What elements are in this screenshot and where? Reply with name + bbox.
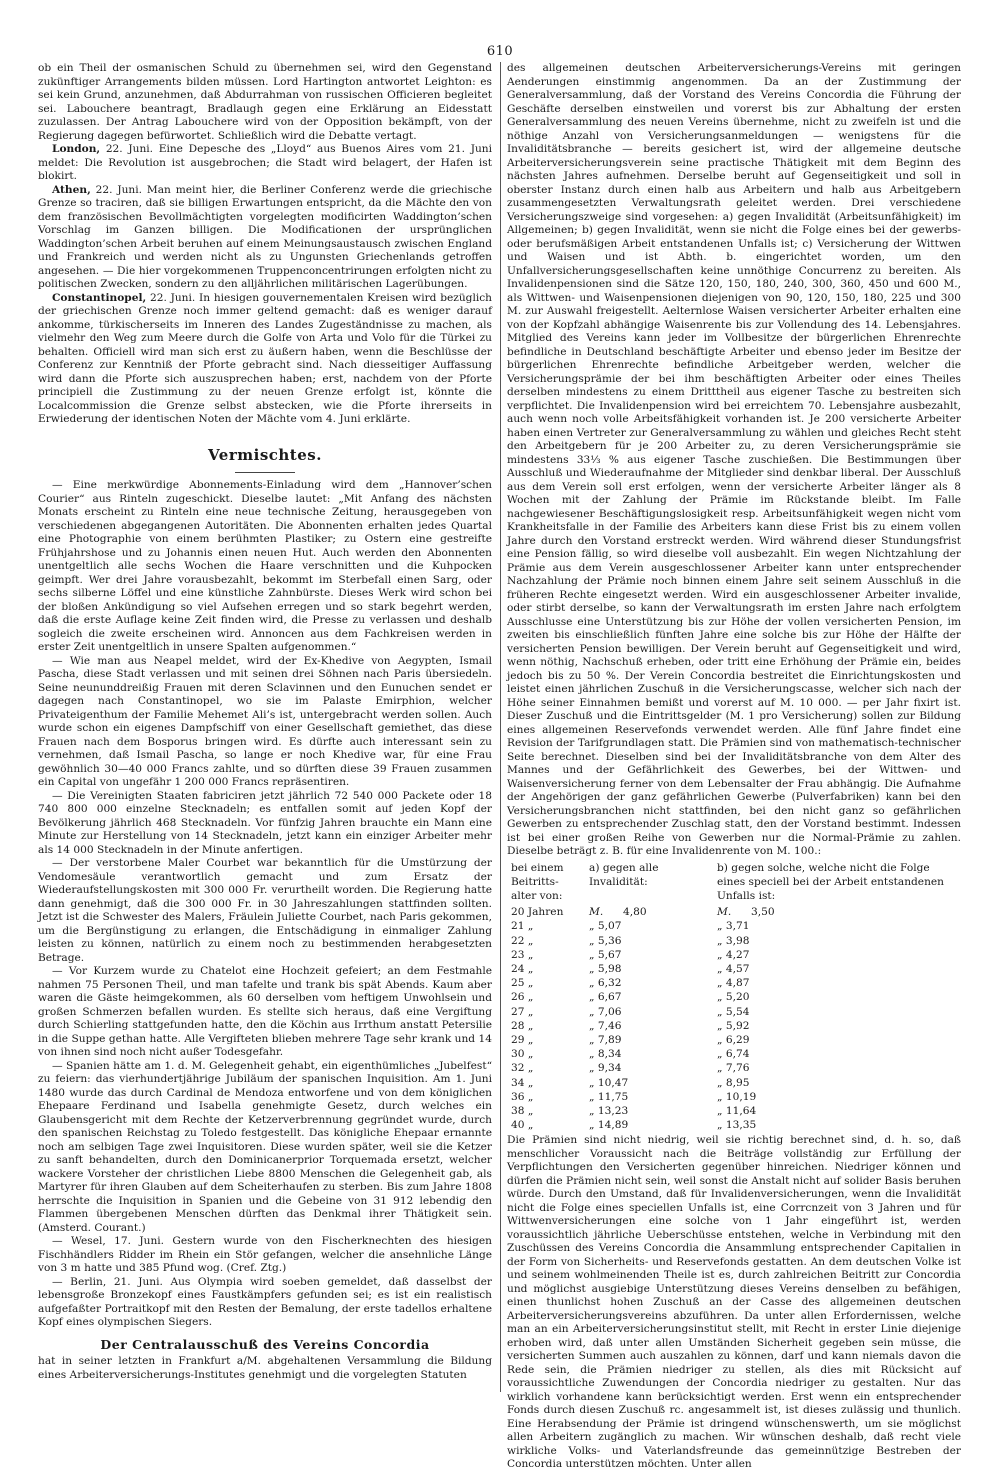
premium-table: [507, 861, 961, 1133]
concordia-continuation: des allgemeinen deutschen Arbeiterversicherungs-Vereins mit geringen Aenderungen einstimmig angenommen. Da an der Zustimmung der Generalversammlung, daß der Vorstand des Vereins Concordia die Führung der Geschäfte derselben einstweilen und vorerst bis zur Abhaltung der ersten Generalversammlung des neuen Vereins übernehme, nicht zu zweifeln ist und die nöthige Anzahl von Versicherungsanmeldungen — wenigstens für die Invaliditätsbranche — bereits gesichert ist, wird der allgemeine deutsche Arbeiterversicherungsverein seine practische Thätigkeit mit dem Beginn des nächsten Jahres aufnehmen. Derselbe beruht auf Gegenseitigkeit und soll in oberster Instanz durch einen halb aus Arbeitern und halb aus Arbeitgebern zusammengesetzten Verwaltungsrath geleitet werden. Drei verschiedene Versicherungszweige sind vorgesehen: a) gegen Invalidität (Arbeitsunfähigkeit) im Allgemeinen; b) gegen Invalidität, wenn sie nicht die Folge eines bei der gewerbs- oder berufsmäßigen Arbeit entstandenen Unfalls ist; c) Versicherung der Wittwen und Waisen und ist Abth. b. eingerichtet worden, um den Unfallversicherungsgesellschaften keine unnöthige Concurrenz zu bereiten. Als Invalidenpensionen sind die Sätze 120, 150, 180, 240, 300, 360, 450 und 600 M., als Wittwen- und Waisenpensionen diejenigen von 90, 120, 150, 180, 225 und 300 M. zur Auswahl freigestellt. Aelternlose Waisen versicherter Arbeiter erhalten eine von der Kopfzahl abhängige Waisenrente bis zur Vollendung des 14. Lebensjahres. Mitglied des Vereins kann jeder im Vollbesitze der bürgerlichen Ehrenrechte befindliche in Deutschland beschäftigte Arbeiter und ebenso jeder im Besitze der bürgerlichen Ehrenrechte befindliche Arbeitgeber werden, welcher die Versicherungsprämie der bei ihm beschäftigten Arbeiter oder eines Theiles derselben mindestens zu einem Dritttheil aus eigener Tasche zu bestreiten sich verpflichtet. Die Invalidenpension wird bei erreichtem 70. Lebensjahre ausbezahlt, auch wenn noch volle Arbeitsfähigkeit vorhanden ist. Je 200 versicherte Arbeiter haben einen Vertreter zur Generalversammlung zu wählen und gleiches Recht steht den Arbeitgebern für je 200 Arbeiter zu, zu deren Versicherungsprämie sie mindestens 33⅓ % aus eigener Tasche zuschießen. Die Bestimmungen über Ausschluß und Wiederaufnahme der Mitglieder sind denkbar liberal. Der Ausschluß aus dem Verein soll erst erfolgen, wenn der versicherte Arbeiter länger als 8 Wochen mit der Zahlung der Prämie im Rückstande bleibt. Im Falle nachgewiesener Beschäftigungslosigkeit resp. Arbeitsunfähigkeit wegen nicht vom Krankheitsfalle in der Familie des Arbeiters kann diese Frist bis zu einem vollen Jahre durch den Vorstand erstreckt werden. Wird während dieser Stundungsfrist eine Pension fällig, so wird dieselbe voll ausbezahlt. Ein wegen Nichtzahlung der Prämie aus dem Verein ausgeschlossener Arbeiter kann unter entsprechender Nachzahlung der Prämie noch binnen einem Jahre seit seinem Ausschluß in die früheren Rechte eingesetzt werden. Wird ein ausgeschlossener Arbeiter invalide, oder stirbt derselbe, so kann der Verwaltungsrath im ersten Jahre nach erfolgtem Ausschlusse eine Unterstützung bis zur Höhe der vollen versicherten Pension, im zweiten bis einschließlich fünften Jahre eine solche bis zur Höhe der Hälfte der versicherten Pension bewilligen. Der Verein beruht auf Gegenseitigkeit und wird, wenn nöthig, Nachschuß erheben, oder tritt eine Erhöhung der Prämie ein, beides jedoch bis zu 50 %. Der Verein Concordia bestreitet die Einrichtungskosten und leistet einen jährlichen Zuschuß in die Versicherungscasse, welcher sich nach der Höhe seiner Einnahmen bemißt und vorerst auf M. 10 000. — per Jahr fixirt ist. Dieser Zuschuß und die Eintrittsgelder (M. 1 pro Versicherung) sollen zur Bildung eines allgemeinen Reservefonds verwendet werden. Alle fünf Jahre findet eine Revision der Tarifgrundlagen statt. Die Prämien sind von mathematisch-technischer Seite berechnet. Dieselben sind bei der Invaliditätsbranche von dem Alter des Mannes und der Gefährlichkeit des Gewerbes, bei der Wittwen- und Waisenversicherung ferner von dem Lebensalter der Frau abhängig. Die Aufnahme der Angehörigen der ganz gefährlichen Gewerbe (Pulverfabriken) kann bei den Versicherungsbranchen nicht stattfinden, bei den nicht ganz so gefährlichen Gewerben zu entsprechender Zuschlag statt, den der Vorstand bestimmt. Indessen ist bei einer großen Reihe von Gewerben nur die Normal-Prämie zu zahlen. Dieselbe beträgt z. B. für eine Invalidenrente von M. 100.:: [507, 62, 961, 857]
cell-age: [507, 1019, 585, 1033]
cell-b-value: „ 7,76: [717, 1062, 750, 1075]
cell-b-value: „ 13,35: [717, 1119, 757, 1132]
table-row: [507, 990, 961, 1004]
cell-a: [585, 948, 713, 962]
cell-b: [713, 1118, 961, 1132]
cell-a-value: „ 5,98: [589, 962, 622, 975]
cell-b-value: „ 6,29: [717, 1033, 750, 1046]
cell-a-value: „ 5,36: [589, 934, 622, 947]
cell-a-value: „ 8,34: [589, 1048, 622, 1061]
table-row: [507, 1005, 961, 1019]
cell-age: [507, 1118, 585, 1132]
cell-a-value: „ 5,07: [589, 920, 622, 933]
table-row: [507, 1118, 961, 1132]
misc-item: — Berlin, 21. Juni. Aus Olympia wird soeben gemeldet, daß dasselbst der lebensgroße Bronzekopf eines Faustkämpfers gefunden sei; es ist ein realistisch aufgefaßter Portraitkopf mit den Resten der Bemalung, der erste tadellos erhaltene Kopf eines olympischen Siegers.: [38, 1275, 492, 1328]
dateline-place: Constantinopel,: [52, 291, 147, 304]
cell-a-value: „ 7,89: [589, 1033, 622, 1046]
misc-item: — Der verstorbene Maler Courbet war bekanntlich für die Umstürzung der Vendomesäule verantwortlich gemacht und zum Ersatz der Wiederaufstellungskosten mit 300 000 Fr. verurtheilt worden. Die Regierung hatte dann genehmigt, daß die 300 000 Fr. in 30 Jahreszahlungen stattfinden sollten. Jetzt ist die Schwester des Malers, Fräulein Juliette Courbet, nach Paris gekommen, um die Bergünstigung zu erlangen, die Entschädigung in einmaliger Zahlung leisten zu können, natürlich zu einem noch zu bestimmenden herabgesetzten Betrage.: [38, 857, 492, 964]
cell-age: [507, 1047, 585, 1061]
header-age: bei einem Beitritts-alter von:: [511, 861, 564, 902]
cell-age-value: 32 „: [511, 1062, 534, 1075]
cell-a-value: „ 7,06: [589, 1005, 622, 1018]
cell-age: [507, 905, 585, 919]
cell-b: [713, 976, 961, 990]
cell-age-value: 23 „: [511, 948, 534, 961]
cell-b: [713, 1019, 961, 1033]
cell-a-value: „ 9,34: [589, 1062, 622, 1075]
misc-item: — Wesel, 17. Juni. Gestern wurde von den Fischerknechten des hiesigen Fischhändlers Ridder im Rhein ein Stör gefangen, welcher die ansehnliche Länge von 3 m hatte und 385 Pfund wog. (Cref. Ztg.): [38, 1235, 492, 1274]
cell-b-value: „ 5,20: [717, 991, 750, 1004]
currency-symbol: M.: [717, 906, 732, 919]
cell-a-value: 4,80: [623, 906, 647, 919]
table-row: [507, 905, 961, 919]
cell-a: [585, 962, 713, 976]
dateline-place: Athen,: [52, 183, 91, 196]
misc-item: — Wie man aus Neapel meldet, wird der Ex-Khedive von Aegypten, Ismail Pascha, diese Stadt verlassen und mit seinen drei Söhnen nach Paris übersiedeln. Seine neununddreißig Frauen mit deren Sclavinnen und den Eunuchen sendet er dagegen nach Constantinopel, wo sie im Palaste Emirphion, welcher Privateigenthum der Familie Mehemet Ali’s ist, untergebracht werden sollen. Auch wurde schon ein eigenes Dampfschiff von einer Gesellschaft gemiethet, das diese Frauen nach dem Bosporus bringen wird. Es dürfte auch interessant sein zu vernehmen, daß Ismail Pascha, so lange er noch Khedive war, für eine Frau gewöhnlich 30—40 000 Francs zahlte, und so dürften diese 39 Frauen zusammen ein Capital von ungefähr 1 200 000 Francs repräsentiren.: [38, 654, 492, 788]
cell-age-value: 21 „: [511, 920, 534, 933]
misc-item: — Vor Kurzem wurde zu Chatelot eine Hochzeit gefeiert; an dem Festmahle nahmen 75 Personen Theil, und man tafelte und trank bis spät Abends. Kaum aber waren die Gäste heimgekommen, als 60 derselben vom heftigem Unwohlsein und großen Schmerzen befallen wurden. Es stellte sich heraus, daß eine Vergiftung durch Schierling stattgefunden hatte, den die Köchin aus Irrthum anstatt Petersilie in die Suppe gethan hatte. Alle Vergifteten blieben mehrere Tage sehr krank und 14 von ihnen sind noch nicht außer Todesgefahr.: [38, 965, 492, 1058]
cell-a-value: „ 10,47: [589, 1076, 629, 1089]
cell-b: [713, 962, 961, 976]
cell-b-value: „ 11,64: [717, 1104, 757, 1117]
cell-age: [507, 1033, 585, 1047]
cell-age-value: 29 „: [511, 1033, 534, 1046]
cell-a-value: „ 14,89: [589, 1119, 629, 1132]
cell-b-value: „ 8,95: [717, 1076, 750, 1089]
cell-a: [585, 1061, 713, 1075]
cell-b: [713, 1061, 961, 1075]
cell-a: [585, 1047, 713, 1061]
cell-b-value: „ 4,87: [717, 977, 750, 990]
header-a: a) gegen alle Invalidität:: [589, 861, 659, 888]
heading-rule: [235, 472, 295, 473]
column-divider: [500, 62, 501, 1392]
cell-b-value: „ 3,98: [717, 934, 750, 947]
cell-b: [713, 948, 961, 962]
misc-item: — Spanien hätte am 1. d. M. Gelegenheit gehabt, ein eigenthümliches „Jubelfest“ zu feiern: das vierhundertjährige Jubiläum der spanischen Inquisition. Am 1. Juni 1480 wurde das durch Cardinal de Mendoza entworfene und von dem königlichen Ehepaare Ferdinand und Isabella genehmigte Gesetz, durch welches ein Glaubensgericht mit dem Rechte der Ketzerverbrennung gegründet wurde, durch den spanischen Reichstag zu Toledo festgestellt. Das königliche Ehepaar ernannte noch am selbigen Tage zwei Inquisitoren. Diese wurden später, weil sie die Ketzer zu sanft behandelten, durch den Dominicanerprior Torquemada ersetzt, welcher wackere Vorsteher der christlichen Liebe 8800 Menschen die Gelegenheit gab, als Martyrer für ihren Glauben auf dem Scheiterhaufen zu sterben. Bis zum Jahre 1808 herrschte die Inquisition in Spanien und die Gebeine von 31 912 lebendig den Flammen übergebenen Menschen dürften das Denkmal ihrer Thätigkeit sein. (Amsterd. Courant.): [38, 1059, 492, 1234]
news-constantinople: [38, 292, 492, 427]
cell-age: [507, 1090, 585, 1104]
misc-item: — Die Vereinigten Staaten fabriciren jetzt jährlich 72 540 000 Packete oder 18 740 800 000 einzelne Stecknadeln; es entfallen somit auf jeden Kopf der Bevölkerung jährlich 468 Stecknadeln. Vor fünfzig Jahren brauchte ein Mann eine Minute zur Herstellung von 14 Stecknadeln, jetzt kann ein einziger Arbeiter mehr als 14 000 Stecknadeln in der Minute anfertigen.: [38, 789, 492, 856]
cell-age-value: 25 „: [511, 977, 534, 990]
news-london: [38, 143, 492, 184]
cell-a: [585, 1019, 713, 1033]
cell-b-value: „ 3,71: [717, 920, 750, 933]
cell-a: [585, 934, 713, 948]
cell-a: [585, 1118, 713, 1132]
cell-age-value: 34 „: [511, 1076, 534, 1089]
cell-age-value: 38 „: [511, 1104, 534, 1117]
section-heading-concordia: Der Centralausschuß des Vereins Concordia: [100, 1336, 430, 1352]
cell-a: [585, 1005, 713, 1019]
premium-table-body: [507, 905, 961, 1132]
cell-a: [585, 919, 713, 933]
news-athens: [38, 184, 492, 292]
cell-age-value: 28 „: [511, 1019, 534, 1032]
concordia-intro: hat in seiner letzten in Frankfurt a/M. abgehaltenen Versammlung die Bildung eines Arbeiterversicherungs-Institutes genehmigt und die vorgelegten Statuten: [38, 1355, 492, 1381]
cell-age-value: 30 „: [511, 1048, 534, 1061]
cell-b: [713, 990, 961, 1004]
cell-a-value: „ 5,67: [589, 948, 622, 961]
cell-age: [507, 919, 585, 933]
cell-age-value: 24 „: [511, 962, 534, 975]
cell-b: [713, 1090, 961, 1104]
table-row: [507, 1047, 961, 1061]
cell-a-value: „ 6,67: [589, 991, 622, 1004]
cell-age-value: 20 Jahren: [511, 906, 564, 919]
page-number: 610: [486, 44, 514, 59]
cell-a: [585, 1104, 713, 1118]
dateline-place: London,: [52, 143, 101, 155]
table-row: [507, 1076, 961, 1090]
table-row: [507, 1033, 961, 1047]
cell-a-value: „ 13,23: [589, 1104, 629, 1117]
cell-age: [507, 1104, 585, 1118]
cell-b-value: 3,50: [751, 906, 775, 919]
table-row: [507, 919, 961, 933]
cell-b: [713, 1076, 961, 1090]
currency-symbol: M.: [589, 906, 604, 919]
header-b: b) gegen solche, welche nicht die Folge eines speciell bei der Arbeit entstandenen Unfalls ist:: [717, 861, 944, 902]
cell-age: [507, 934, 585, 948]
paragraph-continuation: ob ein Theil der osmanischen Schuld zu übernehmen sei, wird den Gegenstand zukünftiger Arrangements bilden müssen. Lord Hartington antwortet Leighton: es sei kein Grund, anzunehmen, daß Abdurrahman von russischen Officieren begleitet sei. Labouchere beantragt, Bradlaugh gegen eine Erklärung an Eidesstatt zuzulassen. Der Antrag Labouchere wird von der Opposition bekämpft, von der Regierung dagegen befürwortet. Schließlich wird die Debatte vertagt.: [38, 62, 492, 142]
cell-a: [585, 1090, 713, 1104]
cell-age: [507, 1005, 585, 1019]
right-column: [507, 62, 961, 1472]
cell-a-value: „ 6,32: [589, 977, 622, 990]
cell-age: [507, 990, 585, 1004]
cell-a: [585, 990, 713, 1004]
cell-a: [585, 1076, 713, 1090]
table-row: [507, 1090, 961, 1104]
misc-item: — Eine merkwürdige Abonnements-Einladung wird dem „Hannover’schen Courier“ aus Rinteln zugeschickt. Dieselbe lautet: „Mit Anfang des nächsten Monats erscheint zu Rinteln eine neue technische Zeitung, herausgegeben von verschiedenen abgegangenen Autoritäten. Die Abonnenten erhalten jedes Quartal eine Photographie von einem berühmten Plastiker; zu Ostern eine gestreifte Frühjahrshose und zu Johannis einen neuen Hut. Auch werden den Abonnenten unentgeltlich alle sechs Wochen die Haare verschnitten und die Kuhpocken geimpft. Wer drei Jahre vorausbezahlt, bekommt im Sterbefall einen Sarg, oder sechs silberne Löffel und eine künstliche Zahnbürste. Dieses Werk wird schon bei der bloßen Ankündigung so viel Aufsehen erregen und so stark begehrt werden, daß die erste Auflage keine Zeit finden wird, die Presse zu verlassen und deshalb sogleich die zweite erscheinen wird. Annoncen aus dem Fachkreisen werden in erster Zeit unentgeltlich in unsere Spalten aufgenommen.“: [38, 479, 492, 653]
concordia-closing: Die Prämien sind nicht niedrig, weil sie richtig berechnet sind, d. h. so, daß menschlicher Voraussicht nach die Beiträge vollständig zur Erfüllung der Verpflichtungen den Versicherten gegenüber hinreichen. Niedriger können und dürfen die Prämien nicht sein, weil sonst die Anstalt nicht auf solider Basis beruhen würde. Durch den Umstand, daß für Invalidenversicherungen, wenn die Invalidität nicht die Folge eines speciellen Unfalls ist, eine Corrcnzeit von 3 Jahren und für Wittwenversicherungen eine solche von 1 Jahr eingeführt ist, werden voraussichtlich jährliche Ueberschüsse entstehen, welche in Verbindung mit den Zuschüssen des Vereins Concordia die Ansammlung entsprechender Capitalien in der Form von Sicherheits- und Reservefonds gestatten. An dem deutschen Volke ist und seinem wohlmeinenden Theile ist es, durch zahlreichen Beitritt zur Concordia und möglichst ausgiebige Unterstützung dieses Vereins denselben zu befähigen, einen thunlichst hohen Zuschuß an der Casse des allgemeinen deutschen Arbeiterversicherungsvereins abzuführen. Da unter allen Erfordernissen, welche man an ein Arbeiterversicherungsinstitut stellt, mit Recht in erster Linie diejenige erhoben wird, daß unter allen Umständen Sicherheit gegeben sein müsse, die versicherten Summen auch auszahlen zu können, darf und kann niemals davon die Rede sein, die Prämien niedriger zu stellen, als dies mit Rücksicht auf voraussichtliche Zuwendungen der Concordia niedriger zu gestalten. Nur das wirklich vorhandene kann berücksichtigt werden. Erst wenn ein entsprechender Fonds durch diesen Zuschuß rc. angesammelt ist, ist dieses zulässig und thunlich. Eine Herabsendung der Prämie ist dringend wünschenswerth, um sie möglichst allen Arbeitern zugänglich zu machen. Wir wünschen deshalb, daß recht viele wirkliche Volks- und Vaterlandsfreunde das gemeinnützige Bestreben der Concordia unterstützen möchten. Unter allen: [507, 1134, 961, 1471]
cell-age: [507, 962, 585, 976]
table-row: [507, 976, 961, 990]
cell-age-value: 22 „: [511, 934, 534, 947]
cell-b: [713, 1033, 961, 1047]
table-row: [507, 934, 961, 948]
cell-a: [585, 1033, 713, 1047]
cell-b-value: „ 5,92: [717, 1019, 750, 1032]
cell-age: [507, 948, 585, 962]
cell-b-value: „ 4,57: [717, 962, 750, 975]
table-row: [507, 948, 961, 962]
cell-b-value: „ 4,27: [717, 948, 750, 961]
news-text: 22. Juni. In hiesigen gouvernementalen Kreisen wird bezüglich der griechischen Grenze noch immer geltend gemacht: daß es weniger darauf ankomme, türkischerseits im Inneren des Landes Zugeständnisse zu machen, als vielmehr den Weg zum Meere durch die Golfe von Arta und Volo für die Türkei zu behalten. Officiell wird man sich erst zu äußern haben, wenn die Beschlüsse der Conferenz zur Kenntniß der Pforte gebracht sind. Nach diesseitiger Auffassung wird dann die Pforte sich auszusprechen haben; erst, nachdem von der Pforte principiell die Zustimmung zu der neuen Grenze erfolgt ist, könnte die Localcommission die Grenze selbst abstecken, wie die Pforte ihrerseits in Erwiederung der identischen Noten der Mächte vom 4. Juni erklärte.: [38, 291, 492, 425]
cell-b-value: „ 10,19: [717, 1090, 757, 1103]
cell-b: [713, 1005, 961, 1019]
cell-age: [507, 976, 585, 990]
news-text: 22. Juni. Eine Depesche des „Lloyd“ aus Buenos Aires vom 21. Juni meldet: Die Revolution ist ausgebrochen; die Stadt wird belagert, der Hafen ist blokirt.: [38, 143, 492, 182]
cell-b: [713, 1104, 961, 1118]
cell-b: [713, 919, 961, 933]
cell-age-value: 36 „: [511, 1090, 534, 1103]
cell-age-value: 26 „: [511, 991, 534, 1004]
cell-b: [713, 905, 961, 919]
cell-a-value: „ 11,75: [589, 1090, 629, 1103]
news-text: 22. Juni. Man meint hier, die Berliner Conferenz werde die griechische Grenze so traciren, daß sie billigen Erwartungen entspricht, da die Mächte den von dem französischen Bevollmächtigten vorgelegten modificirten Waddington’schen Vorschlag im Ganzen billigen. Die Modificationen der ursprünglichen Waddington’schen Arbeit beruhen auf einem Meinungsaustausch zwischen England und Frankreich und werden nicht als zu Ungunsten Griechenlands getroffen angesehen. — Die hier vorgekommenen Truppenconcentrirungen erfolgten nicht zu politischen Zwecken, sondern zu den alljährlichen militärischen Lagerübungen.: [38, 183, 492, 290]
cell-b-value: „ 6,74: [717, 1048, 750, 1061]
table-row: [507, 1104, 961, 1118]
cell-b: [713, 1047, 961, 1061]
cell-age-value: 40 „: [511, 1119, 534, 1132]
cell-b-value: „ 5,54: [717, 1005, 750, 1018]
cell-b: [713, 934, 961, 948]
section-heading-miscellaneous: Vermischtes.: [208, 445, 322, 464]
table-row: [507, 1019, 961, 1033]
table-row: [507, 962, 961, 976]
cell-age-value: 27 „: [511, 1005, 534, 1018]
cell-a: [585, 905, 713, 919]
cell-a: [585, 976, 713, 990]
premium-table-header: [507, 861, 961, 906]
cell-age: [507, 1076, 585, 1090]
cell-a-value: „ 7,46: [589, 1019, 622, 1032]
left-column: [38, 62, 492, 1382]
cell-age: [507, 1061, 585, 1075]
table-row: [507, 1061, 961, 1075]
